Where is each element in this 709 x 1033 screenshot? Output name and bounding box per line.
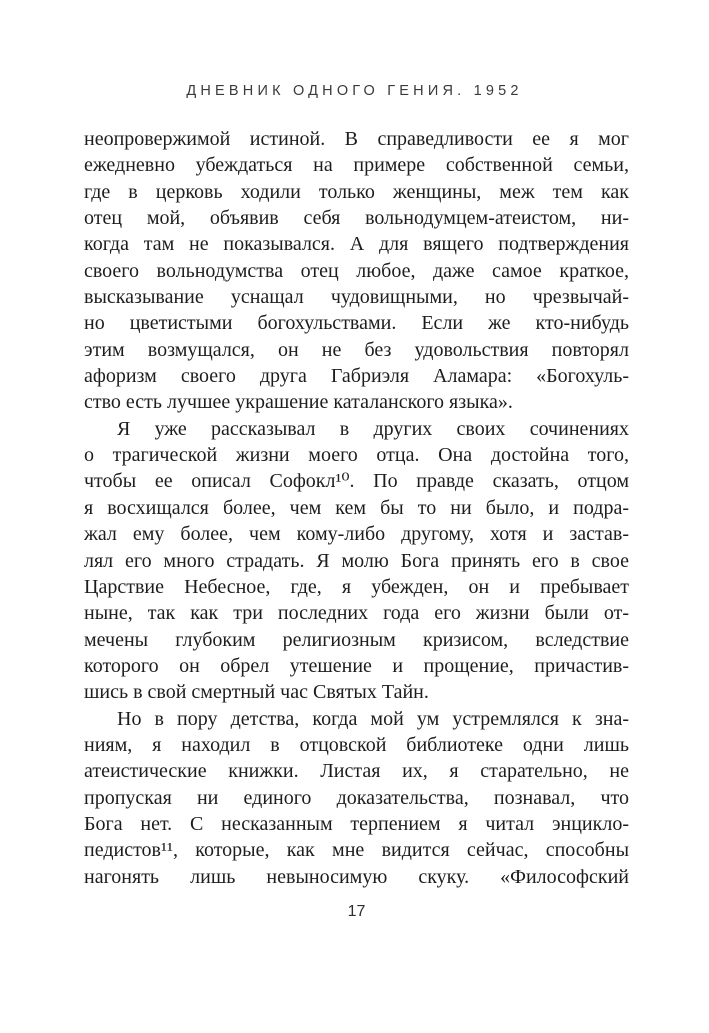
page-text [84,126,629,890]
text-line: нагонять лишь невыносимую скуку. «Философский [84,865,629,888]
text-line: о трагической жизни моего отца. Она достойна того, [84,444,629,467]
text-line: пропуская ни единого доказательства, познавал, что [84,786,629,809]
text-line: ежедневно убеждаться на примере собственной семьи, [84,154,629,177]
text-line: которого он обрел утешение и прощение, причастив- [84,654,629,677]
text-line: я восхищался более, чем кем бы то ни было, и подра- [84,496,629,519]
text-line: атеистические книжки. Листая их, я старательно, не [84,760,629,783]
text-line: высказывание уснащал чудовищными, но чрезвычай- [84,286,629,309]
text-line: этим возмущался, он не без удовольствия повторял [84,338,629,361]
text-line: где в церковь ходили только женщины, меж тем как [84,180,629,203]
text-line: своего вольнодумства отец любое, даже самое краткое, [84,259,629,282]
paragraph [84,416,629,706]
paragraph [84,126,629,416]
text-line: ство есть лучшее украшение каталанского языка». [84,391,513,414]
text-line: афоризм своего друга Габриэля Аламара: «Богохуль- [84,365,629,388]
text-line: педистов¹¹, которые, как мне видится сейчас, способны [84,839,629,862]
text-line: мечены глубоким религиозным кризисом, вследствие [84,628,629,651]
text-line: лял его много страдать. Я молю Бога принять его в свое [84,549,629,572]
page-number: 17 [347,903,366,920]
text-line: отец мой, объявив себя вольнодумцем-атеистом, ни- [84,207,629,230]
text-line: ниям, я находил в отцовской библиотеке одни лишь [84,733,629,756]
text-line: но цветистыми богохульствами. Если же кто-нибудь [84,312,629,335]
paragraph [84,706,629,890]
text-line: шись в свой смертный час Святых Тайн. [84,681,429,704]
text-line: когда там не показывался. А для вящего подтверждения [84,233,629,256]
text-line: чтобы ее описал Софокл¹⁰. По правде сказать, отцом [84,470,629,493]
text-line: жал ему более, чем кому-либо другому, хотя и застав- [84,523,629,546]
text-line: Бога нет. С несказанным терпением я читал энцикло- [84,812,629,835]
text-line: ныне, так как три последних года его жизни были от- [84,602,629,625]
text-line: Я уже рассказывал в других своих сочинениях [117,417,629,440]
text-line: Но в пору детства, когда мой ум устремлялся к зна- [117,707,629,730]
text-line: Царствие Небесное, где, я убежден, он и пребывает [84,575,629,598]
text-line: неопровержимой истиной. В справедливости ее я мог [84,128,629,150]
running-header: ДНЕВНИК ОДНОГО ГЕНИЯ. 1952 [186,83,523,99]
